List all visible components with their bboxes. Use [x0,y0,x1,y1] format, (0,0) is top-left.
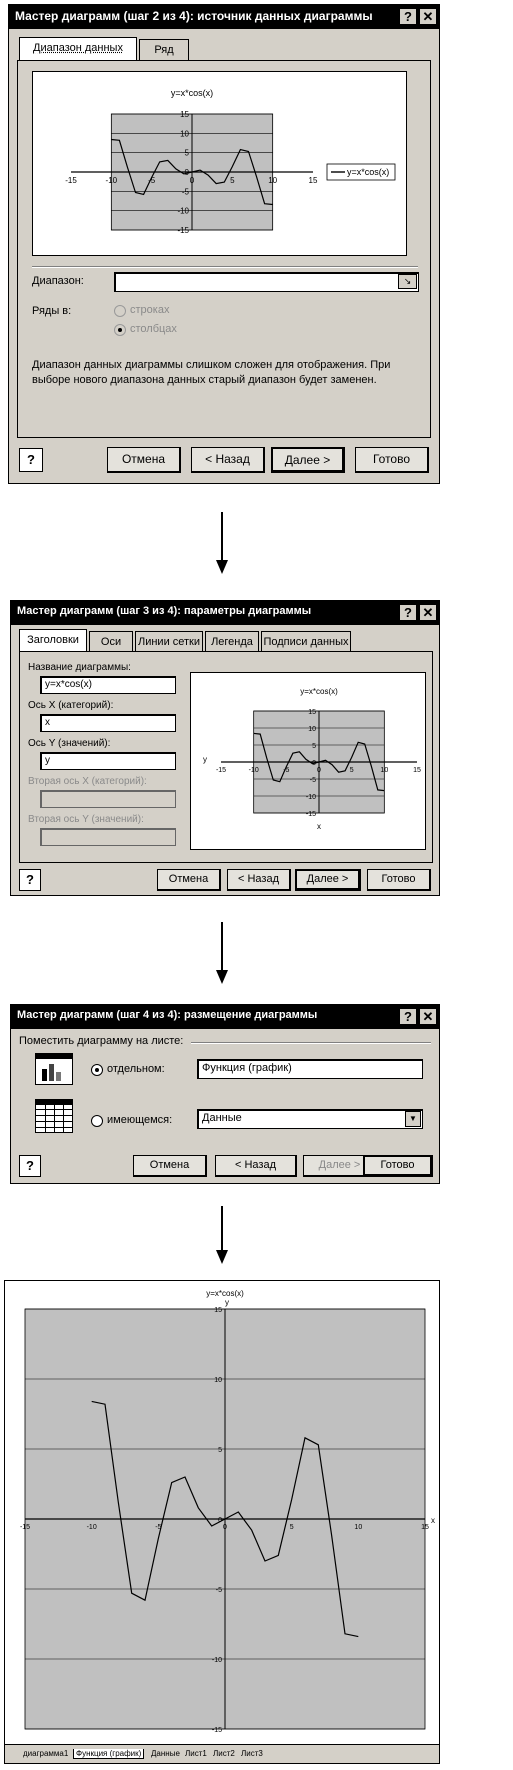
y-axis-title: y [225,1298,229,1307]
chart-svg [5,1281,441,1743]
x-tick-label: -5 [283,767,290,774]
y-tick-label: -5 [309,777,316,784]
finish-button[interactable]: Готово [367,869,431,891]
back-button[interactable]: < Назад [227,869,291,891]
sheet-tab[interactable]: Данные [151,1749,180,1758]
y-tick-label: 5 [184,148,189,158]
warning-message: Диапазон данных диаграммы слишком сложен для отображения. При выборе нового диапазона данных старый диапазон будет заменен. [32,359,391,386]
x-tick-label: 5 [349,767,354,774]
y-tick-label: 10 [214,1377,222,1384]
secondary-x-axis-label: Вторая ось X (категорий): [28,776,147,787]
chart-wizard-step4-dialog [10,1004,440,1184]
radio-separate-label: отдельном: [107,1063,165,1075]
x-tick-label: -10 [105,176,118,185]
range-input[interactable] [114,272,419,292]
tab-data-range[interactable]: Диапазон данных [19,37,137,61]
secondary-y-axis-label: Вторая ось Y (значений): [28,814,144,825]
series-in-label: Ряды в: [32,305,72,317]
help-icon[interactable]: ? [19,1155,41,1177]
y-tick-label: 5 [218,1447,222,1454]
tab-series[interactable]: Ряд [139,39,189,61]
cancel-button[interactable]: Отмена [133,1155,207,1177]
x-axis-label: Ось X (категорий): [28,700,114,711]
new-sheet-chart-icon [35,1053,73,1085]
chart-wizard-step3-dialog [10,600,440,896]
chevron-down-icon[interactable]: ▼ [405,1111,421,1127]
tab-legend[interactable]: Легенда [205,631,259,653]
back-button[interactable]: < Назад [215,1155,297,1177]
next-button[interactable]: Далее > [295,869,361,891]
x-tick-label: -10 [86,1524,97,1531]
chart-title: y=x*cos(x) [206,1289,244,1298]
x-tick-label: 5 [230,176,235,185]
separator [32,266,418,268]
help-title-button[interactable]: ? [399,1008,417,1025]
x-tick-label: 5 [289,1524,294,1531]
y-tick-label: -5 [181,187,189,197]
x-tick-label: 15 [413,767,421,774]
y-tick-label: 0 [218,1517,222,1524]
flow-arrow [221,1206,223,1252]
x-tick-label: 0 [223,1524,227,1531]
help-title-button[interactable]: ? [399,604,417,621]
tab-titles[interactable]: Заголовки [19,629,87,653]
y-axis-input[interactable]: y [40,752,176,770]
y-tick-label: -5 [215,1587,222,1594]
chart-title: y=x*cos(x) [170,88,214,98]
radio-rows[interactable] [114,305,126,317]
chart-title-input[interactable]: y=x*cos(x) [40,676,176,694]
back-button[interactable]: < Назад [191,447,265,473]
tab-axes[interactable]: Оси [89,631,133,653]
y-tick-label: -15 [211,1727,222,1734]
placement-group-label: Поместить диаграмму на листе: [19,1035,184,1047]
collapse-dialog-icon[interactable]: ↘ [398,274,417,289]
new-sheet-name-input[interactable]: Функция (график) [197,1059,423,1079]
cancel-button[interactable]: Отмена [107,447,181,473]
next-button[interactable]: Далее > [303,1155,377,1177]
chart-wizard-step2-dialog [8,4,440,484]
range-label: Диапазон: [32,275,84,287]
y-tick-label: -10 [177,206,189,216]
dialog-title: Мастер диаграмм (шаг 3 из 4): параметры диаграммы [11,601,439,625]
finish-button[interactable]: Готово [355,447,429,473]
y-tick-label: 0 [184,168,189,177]
x-tick-label: 10 [380,767,389,774]
y-tick-label: 15 [214,1307,222,1314]
chart-sheet-window [4,1280,440,1764]
separator [191,1042,431,1044]
dialog-title: Мастер диаграмм (шаг 2 из 4): источник данных диаграммы [9,5,439,29]
x-tick-label: -10 [248,767,259,774]
y-tick-label: -15 [305,811,316,818]
x-tick-label: 15 [308,176,318,185]
x-tick-label: -15 [19,1524,31,1531]
radio-existing-sheet[interactable] [91,1115,103,1127]
radio-separate-sheet[interactable] [91,1064,103,1076]
tab-panel [17,60,431,438]
finish-button[interactable]: Готово [363,1155,433,1177]
x-axis-title: x [431,1516,435,1525]
y-tick-label: 0 [312,760,316,767]
x-tick-label: 15 [421,1524,429,1531]
sheet-tab[interactable]: Лист1 [185,1749,207,1758]
help-icon[interactable]: ? [19,448,43,472]
tab-data-labels[interactable]: Подписи данных [261,631,351,653]
x-axis-title: x [317,822,321,831]
help-icon[interactable]: ? [19,869,41,891]
sheet-tab[interactable]: Лист3 [241,1749,263,1758]
chart-preview [32,71,407,256]
sheet-tab[interactable]: Лист2 [213,1749,235,1758]
x-tick-label: -15 [215,767,227,774]
existing-sheet-icon [35,1099,73,1133]
tab-panel [19,651,433,863]
flow-arrow [221,922,223,972]
x-axis-input[interactable]: x [40,714,176,732]
sheet-tab[interactable]: диаграмма1 [23,1749,69,1758]
y-tick-label: 5 [312,743,316,750]
y-tick-label: 10 [308,726,316,733]
flow-arrowhead [216,1250,228,1264]
cancel-button[interactable]: Отмена [157,869,221,891]
secondary-x-axis-input[interactable] [40,790,176,808]
x-tick-label: 0 [189,176,195,185]
flow-arrowhead [216,970,228,984]
x-tick-label: -5 [155,1524,162,1531]
radio-columns-label: столбцах [130,323,177,335]
flow-arrowhead [216,560,228,574]
secondary-y-axis-input[interactable] [40,828,176,846]
y-tick-label: -15 [177,226,189,235]
close-button[interactable]: ✕ [419,1008,437,1025]
chart-svg [33,72,408,257]
x-tick-label: 0 [317,767,321,774]
sheet-tab-bar [5,1744,439,1763]
x-tick-label: 10 [268,176,278,185]
y-tick-label: 15 [308,709,316,716]
next-button[interactable]: Далее > [271,447,345,473]
chart-preview [190,672,426,850]
y-tick-label: 10 [180,129,189,139]
flow-arrow [221,512,223,562]
y-tick-label: -10 [211,1657,222,1664]
x-tick-label: 10 [354,1524,363,1531]
chart-title: y=x*cos(x) [300,687,338,696]
y-axis-label: Ось Y (значений): [28,738,111,749]
tab-gridlines[interactable]: Линии сетки [135,631,203,653]
existing-sheet-select[interactable]: Данные [197,1109,423,1129]
legend-label: y=x*cos(x) [347,167,390,177]
chart-svg [191,673,427,851]
x-tick-label: -15 [65,176,77,185]
radio-columns[interactable] [114,324,126,336]
y-tick-label: -10 [305,794,316,801]
chart-title-label: Название диаграммы: [28,662,131,673]
help-title-button[interactable]: ? [399,8,417,25]
radio-existing-label: имеющемся: [107,1114,173,1126]
x-tick-label: -5 [148,176,156,185]
y-tick-label: 15 [180,110,189,119]
dialog-title: Мастер диаграмм (шаг 4 из 4): размещение диаграммы [11,1005,439,1029]
y-axis-title: y [203,755,207,764]
close-button[interactable]: ✕ [419,8,437,25]
close-button[interactable]: ✕ [419,604,437,621]
radio-rows-label: строках [130,304,170,316]
sheet-tab-active[interactable]: Функция (график) [73,1749,144,1759]
